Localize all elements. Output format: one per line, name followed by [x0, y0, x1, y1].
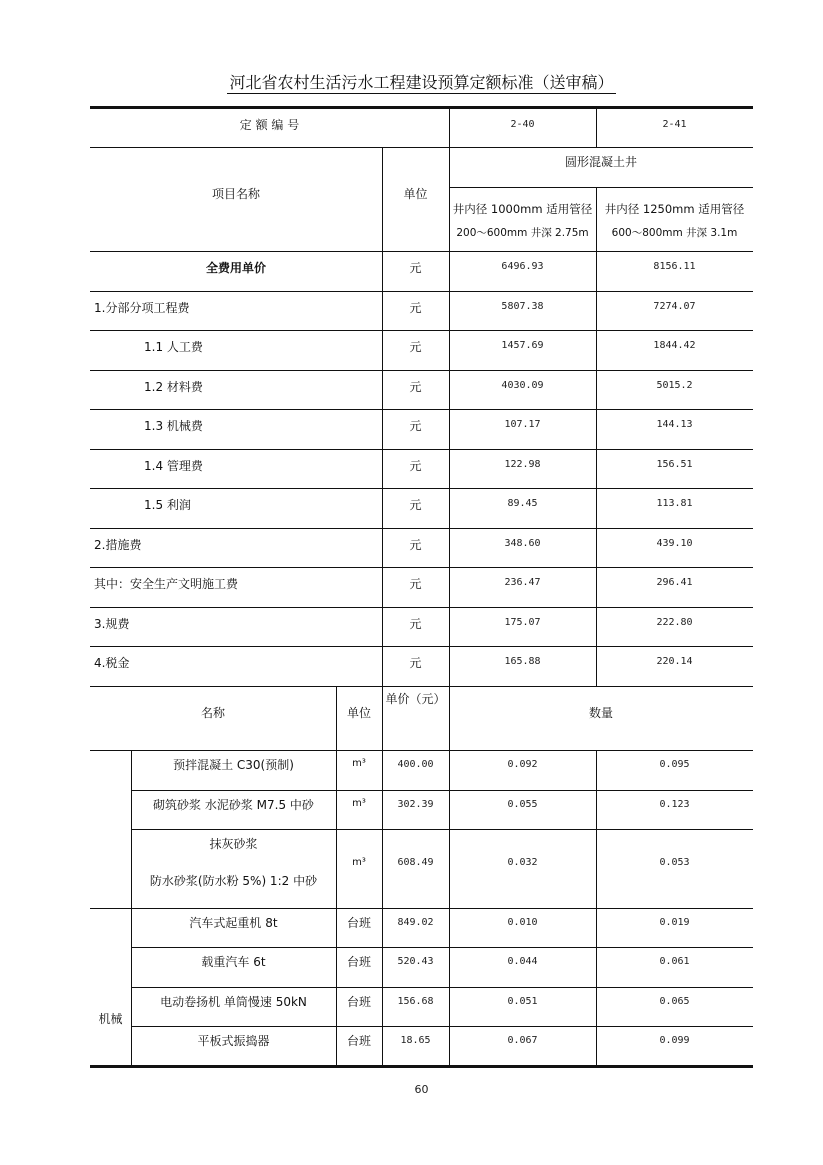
- machinery-qty-1: 0.051: [507, 996, 538, 1007]
- cost-item-name: 1.分部分项工程费: [94, 301, 190, 315]
- machinery-name: 载重汽车 6t: [201, 955, 266, 969]
- machinery-unit: 台班: [346, 1034, 371, 1048]
- material-qty-2: 0.053: [659, 857, 690, 868]
- spec-1-line1: 井内径 1000mm 适用管径: [452, 202, 593, 216]
- cost-item-name: 1.1 人工费: [144, 340, 203, 354]
- cost-item-name: 3.规费: [94, 617, 130, 631]
- material-qty-1: 0.055: [507, 799, 538, 810]
- machinery-qty-2: 0.061: [659, 956, 690, 967]
- cost-value-2: 7274.07: [653, 301, 696, 312]
- material-price: 608.49: [397, 857, 434, 868]
- cost-item-unit: 元: [409, 656, 422, 670]
- cost-value-1: 89.45: [507, 498, 538, 509]
- material-unit: m³: [352, 758, 366, 769]
- cost-item-unit: 元: [409, 498, 422, 512]
- spec-1-line2: 200～600mm 井深 2.75m: [456, 227, 589, 239]
- machinery-price: 18.65: [400, 1035, 431, 1046]
- material-name-line2: 防水砂浆(防水粉 5%) 1:2 中砂: [149, 874, 318, 888]
- page-number: 60: [414, 1083, 429, 1096]
- spec-2: [596, 187, 753, 251]
- cost-value-1: 236.47: [504, 577, 541, 588]
- cost-value-2: 156.51: [656, 459, 693, 470]
- group-title: 圆形混凝土井: [564, 155, 637, 169]
- document-title: [0, 70, 823, 93]
- resource-price-header: 单价（元）: [385, 692, 446, 706]
- item-name-header: 项目名称: [211, 187, 260, 201]
- machinery-name: 电动卷扬机 单筒慢速 50kN: [160, 995, 307, 1009]
- material-qty-2: 0.095: [659, 759, 690, 770]
- machinery-name: 汽车式起重机 8t: [189, 916, 278, 930]
- quota-code-label: 定 额 编 号: [239, 118, 300, 132]
- material-name-line1: 抹灰砂浆: [209, 837, 258, 851]
- cost-value-1: 4030.09: [501, 380, 544, 391]
- cost-item-name: 1.2 材料费: [144, 380, 203, 394]
- material-qty-1: 0.092: [507, 759, 538, 770]
- material-unit: m³: [352, 798, 366, 809]
- cost-value-1: 5807.38: [501, 301, 544, 312]
- cost-value-2: 144.13: [656, 419, 693, 430]
- cost-item-name: 1.5 利润: [144, 498, 191, 512]
- machinery-price: 520.43: [397, 956, 434, 967]
- cost-item-name: 1.4 管理费: [144, 459, 203, 473]
- quota-code-2: 2-41: [662, 119, 687, 130]
- machinery-qty-2: 0.019: [659, 917, 690, 928]
- material-name: 砌筑砂浆 水泥砂浆 M7.5 中砂: [153, 798, 314, 812]
- material-qty-2: 0.123: [659, 799, 690, 810]
- machinery-qty-1: 0.067: [507, 1035, 538, 1046]
- cost-value-2: 1844.42: [653, 340, 696, 351]
- cost-value-1: 175.07: [504, 617, 541, 628]
- cost-item-unit: 元: [409, 340, 422, 354]
- cost-item-unit: 元: [409, 380, 422, 394]
- cost-value-1: 107.17: [504, 419, 541, 430]
- cost-value-1: 1457.69: [501, 340, 544, 351]
- machinery-price: 156.68: [397, 996, 434, 1007]
- cost-value-1: 165.88: [504, 656, 541, 667]
- spec-2-line2: 600～800mm 井深 3.1m: [611, 227, 738, 239]
- cost-value-1: 6496.93: [501, 261, 544, 272]
- cost-item-unit: 元: [409, 261, 422, 275]
- cost-item-name: 1.3 机械费: [144, 419, 203, 433]
- machinery-qty-2: 0.099: [659, 1035, 690, 1046]
- materials-category: [90, 750, 131, 908]
- machinery-qty-1: 0.044: [507, 956, 538, 967]
- cost-value-2: 222.80: [656, 617, 693, 628]
- material-qty-1: 0.032: [507, 857, 538, 868]
- material-price: 302.39: [397, 799, 434, 810]
- machinery-name: 平板式振捣器: [197, 1034, 270, 1048]
- cost-value-2: 113.81: [656, 498, 693, 509]
- machinery-price: 849.02: [397, 917, 434, 928]
- cost-item-name: 其中：安全生产文明施工费: [94, 577, 239, 591]
- machinery-unit: 台班: [346, 916, 371, 930]
- cost-item-name: 全费用单价: [205, 261, 266, 275]
- cost-value-2: 8156.11: [653, 261, 696, 272]
- cost-item-unit: 元: [409, 419, 422, 433]
- resource-quantity-header: 数量: [588, 706, 613, 720]
- material-unit: m³: [352, 857, 366, 868]
- spec-2-line1: 井内径 1250mm 适用管径: [604, 202, 745, 216]
- resource-unit-header: 单位: [346, 706, 371, 720]
- material-price: 400.00: [397, 759, 434, 770]
- cost-item-unit: 元: [409, 538, 422, 552]
- cost-item-unit: 元: [409, 301, 422, 315]
- material-name: 预拌混凝土 C30(预制): [173, 758, 294, 772]
- table-bottom-rule: [90, 1065, 753, 1068]
- cost-value-2: 296.41: [656, 577, 693, 588]
- machinery-qty-1: 0.010: [507, 917, 538, 928]
- quota-code-1: 2-40: [510, 119, 535, 130]
- machinery-unit: 台班: [346, 955, 371, 969]
- cost-item-name: 2.措施费: [94, 538, 142, 552]
- cost-value-2: 439.10: [656, 538, 693, 549]
- cost-value-2: 220.14: [656, 656, 693, 667]
- machinery-qty-2: 0.065: [659, 996, 690, 1007]
- document-title-text: 河北省农村生活污水工程建设预算定额标准（送审稿）: [229, 73, 614, 92]
- cost-value-2: 5015.2: [656, 380, 693, 391]
- cost-item-unit: 元: [409, 617, 422, 631]
- unit-header: 单位: [403, 187, 428, 201]
- spec-1: [449, 187, 596, 251]
- cost-item-unit: 元: [409, 577, 422, 591]
- machinery-unit: 台班: [346, 995, 371, 1009]
- machinery-category: 机械: [98, 1012, 123, 1026]
- cost-item-unit: 元: [409, 459, 422, 473]
- resource-name-header: 名称: [200, 706, 225, 720]
- cost-value-1: 122.98: [504, 459, 541, 470]
- cost-item-name: 4.税金: [94, 656, 130, 670]
- cost-value-1: 348.60: [504, 538, 541, 549]
